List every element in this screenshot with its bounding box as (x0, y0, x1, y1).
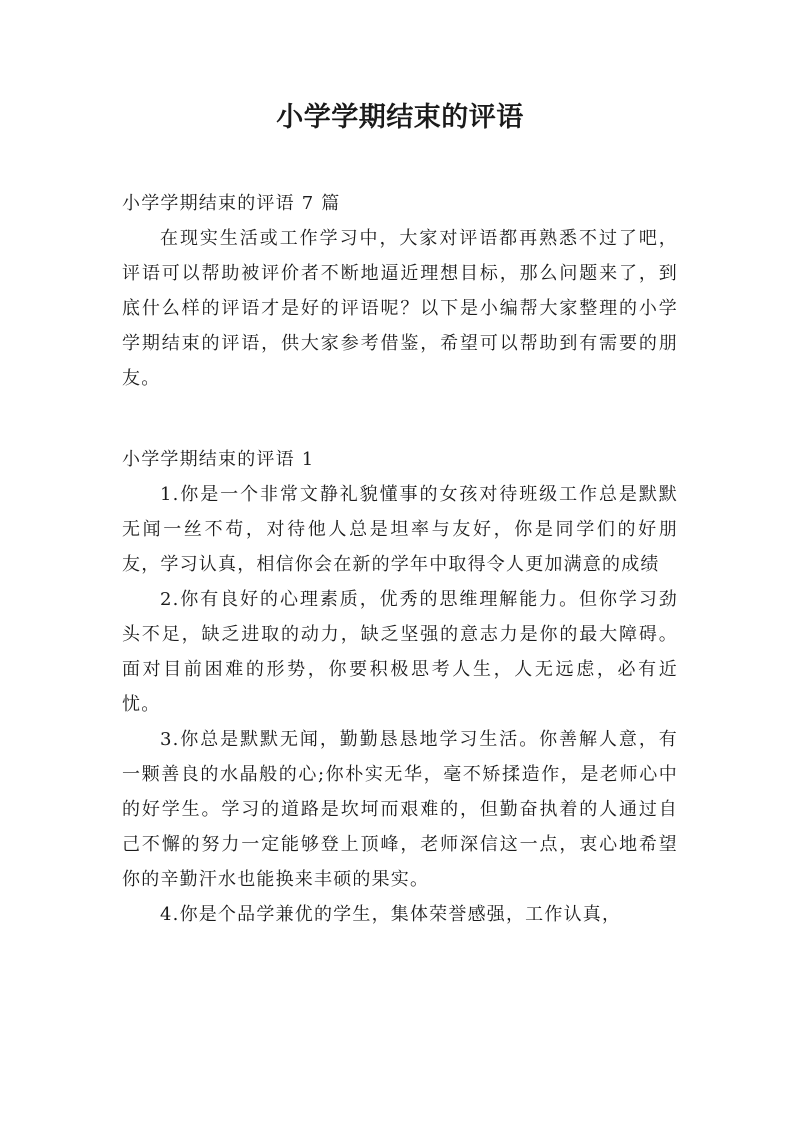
intro-paragraph: 在现实生活或工作学习中，大家对评语都再熟悉不过了吧，评语可以帮助被评价者不断地逼近理想目标，那么问题来了，到底什么样的评语才是好的评语呢？以下是小编帮大家整理的小学学期结束的评语，供大家参考借鉴，希望可以帮助到有需要的朋友。 (122, 228, 678, 389)
section-heading: 小学学期结束的评语 1 (122, 449, 315, 470)
comment-item: 1.你是一个非常文静礼貌懂事的女孩对待班级工作总是默默无闻一丝不苟，对待他人总是坦率与友好，你是同学们的好朋友，学习认真，相信你会在新的学年中取得令人更加满意的成绩 (122, 484, 678, 575)
comment-item: 4.你是个品学兼优的学生，集体荣誉感强，工作认真， (160, 904, 622, 925)
paragraph-spacer (122, 396, 678, 442)
document-body (122, 186, 678, 932)
comment-item: 3.你总是默默无闻，勤勤恳恳地学习生活。你善解人意，有一颗善良的水晶般的心;你朴实无华，毫不矫揉造作，是老师心中的好学生。学习的道路是坎坷而艰难的，但勤奋执着的人通过自己不懈的努力一定能够登上顶峰，老师深信这一点，衷心地希望你的辛勤汗水也能换来丰硕的果实。 (122, 729, 678, 890)
document-title: 小学学期结束的评语 (276, 102, 524, 133)
comment-item: 2.你有良好的心理素质，优秀的思维理解能力。但你学习劲头不足，缺乏进取的动力，缺乏坚强的意志力是你的最大障碍。面对目前困难的形势，你要积极思考人生，人无远虑，必有近忧。 (122, 589, 678, 715)
document-subtitle: 小学学期结束的评语 7 篇 (122, 193, 341, 214)
